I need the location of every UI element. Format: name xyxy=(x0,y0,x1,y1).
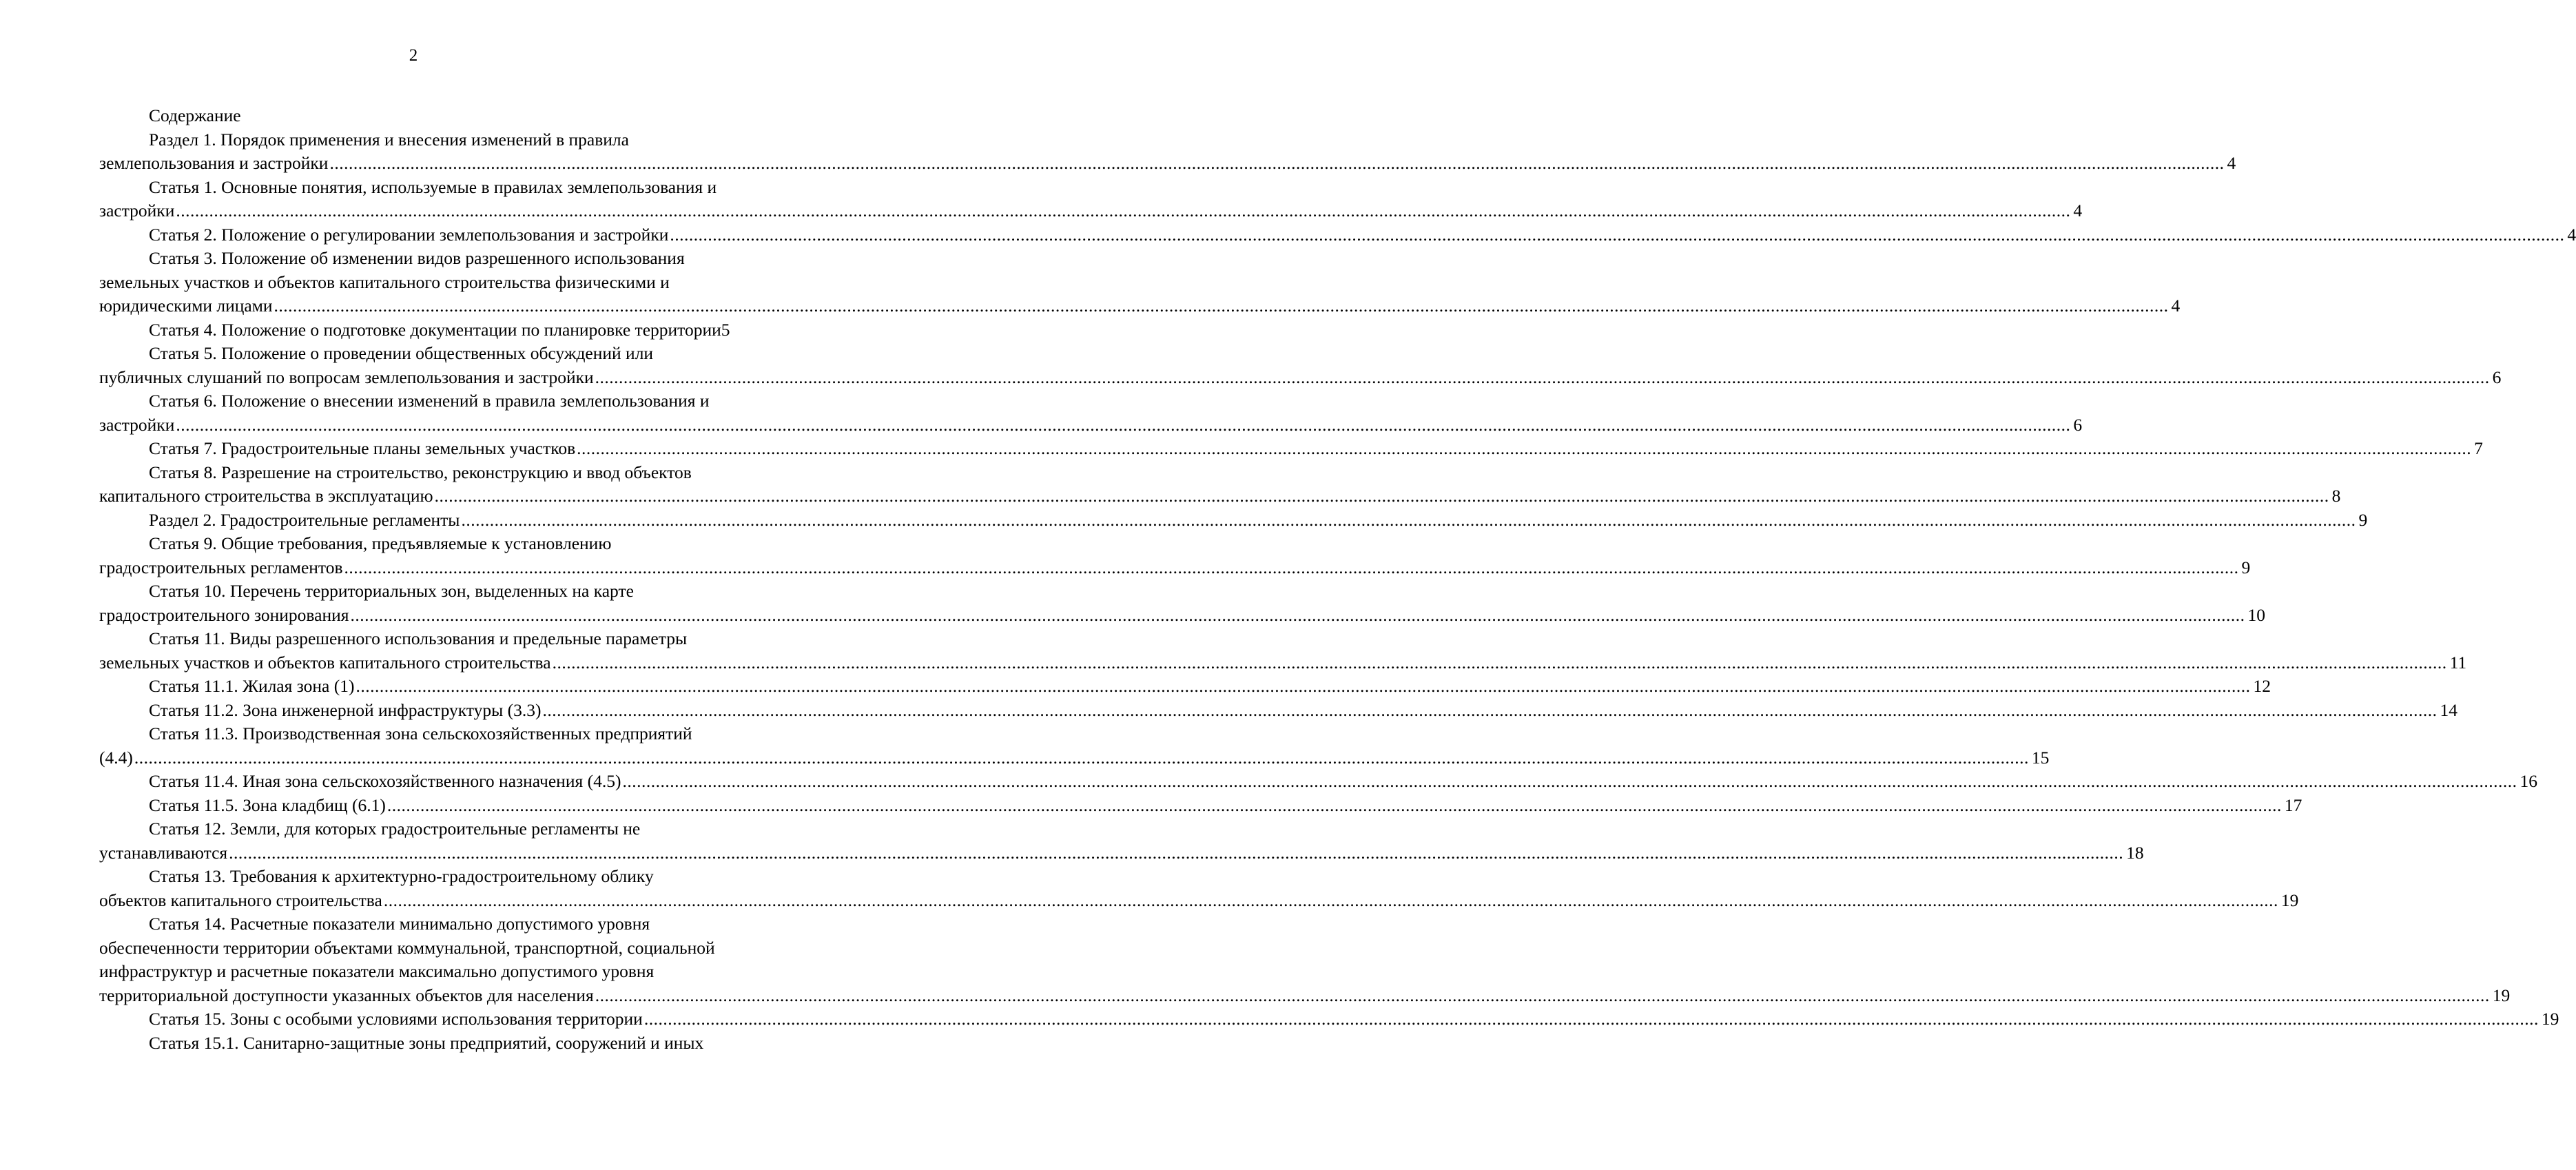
toc-leader-dots: ................................................................................................................................................................................................................................................................................................................................................................................................................ xyxy=(434,486,2329,506)
toc-entry-text: градостроительных регламентов xyxy=(99,557,343,577)
toc-entry[interactable] xyxy=(99,912,2511,1007)
toc-page-number: 17 xyxy=(2284,794,2302,815)
toc-entry-text: инфраструктур и расчетные показатели максимально допустимого уровня xyxy=(99,961,655,981)
toc-entry-text: Статья 7. Градостроительные планы земельных участков xyxy=(149,438,576,458)
toc-entry-lastline xyxy=(99,152,2236,176)
toc-entry-text: объектов капитального строительства xyxy=(99,890,382,910)
toc-leader-dots: ................................................................................................................................................................................................................................................................................................................................................................................................................ xyxy=(577,438,2472,458)
toc-entry[interactable] xyxy=(99,794,2302,818)
toc-page-number: 14 xyxy=(2440,699,2458,720)
toc-entry-text: Статья 1. Основные понятия, используемые в правилах землепользования и xyxy=(149,176,717,197)
toc-leader-dots: ................................................................................................................................................................................................................................................................................................................................................................................................................ xyxy=(552,652,2447,673)
toc-entry-text: Статья 9. Общие требования, предъявляемые к установлению xyxy=(149,533,612,553)
page-number: 2 xyxy=(409,46,418,65)
toc-entry-lastline xyxy=(99,1007,2559,1032)
toc-page-number: 5 xyxy=(721,319,730,340)
toc-entry-lastline xyxy=(99,984,2511,1008)
toc-entry-text: юридическими лицами xyxy=(99,296,273,316)
toc-page-number: 11 xyxy=(2449,652,2467,673)
toc-page-number: 15 xyxy=(2031,747,2050,768)
toc-entry-text: земельных участков и объектов капитального строительства физическими и xyxy=(99,271,670,292)
toc-entry[interactable] xyxy=(99,579,2265,627)
toc-entry-lastline xyxy=(99,223,2576,247)
toc-leader-dots: ................................................................................................................................................................................................................................................................................................................................................................................................................ xyxy=(229,842,2124,863)
toc-entry-text: Статья 3. Положение об изменении видов разрешенного использования xyxy=(149,248,685,268)
toc-page-number: 7 xyxy=(2474,438,2483,458)
toc-page-number: 6 xyxy=(2073,414,2083,435)
toc-entry-lastline xyxy=(99,294,2181,318)
toc-leader-dots: ................................................................................................................................................................................................................................................................................................................................................................................................................ xyxy=(622,771,2517,791)
toc-entry[interactable] xyxy=(99,223,2576,247)
toc-entry-lastline xyxy=(99,770,2537,794)
toc-entry-text: Статья 15.1. Санитарно-защитные зоны предприятий, сооружений и иных xyxy=(149,1032,704,1053)
toc-page-number: 19 xyxy=(2541,1009,2559,1029)
toc-heading: Содержание xyxy=(149,105,241,125)
toc-leader-dots: ................................................................................................................................................................................................................................................................................................................................................................................................................ xyxy=(643,1009,2539,1029)
toc-entry-text: застройки xyxy=(99,201,175,220)
toc-leader-dots: ................................................................................................................................................................................................................................................................................................................................................................................................................ xyxy=(329,153,2225,173)
toc-entry-text: земельных участков и объектов капитального строительства xyxy=(99,652,551,673)
toc-page-number: 18 xyxy=(2126,842,2144,863)
toc-entry[interactable] xyxy=(99,627,2467,675)
toc-page-number: 12 xyxy=(2253,676,2271,696)
toc-page-number: 4 xyxy=(2073,201,2083,220)
toc-entry[interactable] xyxy=(99,437,2483,461)
toc-leader-dots: ................................................................................................................................................................................................................................................................................................................................................................................................................ xyxy=(670,224,2565,245)
toc-entry[interactable] xyxy=(99,247,2181,318)
toc-entry-lastline xyxy=(99,746,2050,770)
toc-entry[interactable] xyxy=(99,342,2502,389)
toc-entry-text: землепользования и застройки xyxy=(99,153,329,173)
toc-entry-lastline xyxy=(99,509,2368,533)
toc-leader-dots: ................................................................................................................................................................................................................................................................................................................................................................................................................ xyxy=(344,557,2239,577)
toc-entry-text: Статья 11.4. Иная зона сельскохозяйственного назначения (4.5) xyxy=(149,771,621,791)
toc-entry-lastline xyxy=(99,413,2083,438)
toc-entry-text: Статья 5. Положение о проведении общественных обсуждений или xyxy=(149,343,654,363)
toc-page-number: 10 xyxy=(2247,604,2265,625)
toc-entry-text: Раздел 2. Градостроительные регламенты xyxy=(149,509,460,530)
toc-entry-text: Статья 2. Положение о регулировании землепользования и застройки xyxy=(149,224,669,245)
toc-entry-text: градостроительного зонирования xyxy=(99,604,349,625)
toc-entry[interactable] xyxy=(99,318,788,342)
toc-entry-text: Статья 11.2. Зона инженерной инфраструктуры (3.3) xyxy=(149,699,542,720)
toc-entry[interactable] xyxy=(99,128,2236,176)
toc-leader-dots: ................................................................................................................................................................................................................................................................................................................................................................................................................ xyxy=(461,509,2356,530)
toc-entry-lastline xyxy=(99,437,2483,461)
toc-entry[interactable] xyxy=(99,675,2271,699)
toc-page-number: 16 xyxy=(2520,771,2537,791)
toc-entry-text: публичных слушаний по вопросам землепользования и застройки xyxy=(99,367,594,387)
toc-entry-lastline xyxy=(99,199,2083,223)
toc-entry-lastline xyxy=(99,675,2271,699)
toc-entry-lastline xyxy=(99,366,2502,390)
toc-leader-dots: ................................................................................................................................................................................................................................................................................................................................................................................................................ xyxy=(383,890,2278,910)
toc-leader-dots: ................................................................................................................................................................................................................................................................................................................................................................................................................ xyxy=(350,604,2245,625)
toc-entry[interactable] xyxy=(99,461,2341,509)
toc-entry-lastline xyxy=(99,651,2467,675)
toc-page-number: 4 xyxy=(2227,153,2236,173)
toc-entry-lastline xyxy=(99,556,2251,580)
toc-leader-dots: ................................................................................................................................................................................................................................................................................................................................................................................................................ xyxy=(595,985,2490,1005)
toc-entry-text: Статья 14. Расчетные показатели минимально допустимого уровня xyxy=(149,914,650,934)
table-of-contents xyxy=(99,104,2576,1055)
toc-entry[interactable] xyxy=(99,1032,788,1056)
toc-entry-lastline xyxy=(99,889,2299,913)
toc-page-number: 4 xyxy=(2567,224,2576,245)
toc-page-number: 4 xyxy=(2171,296,2181,316)
toc-entry[interactable] xyxy=(99,532,2251,579)
toc-entry-lastline xyxy=(99,794,2302,818)
toc-page-number: 19 xyxy=(2280,890,2299,910)
toc-entry-text: Статья 11.5. Зона кладбищ (6.1) xyxy=(149,794,386,815)
toc-entry-text: Статья 11.3. Производственная зона сельскохозяйственных предприятий xyxy=(149,723,692,743)
toc-entry-text: обеспеченности территории объектами коммунальной, транспортной, социальной xyxy=(99,937,715,958)
toc-entry[interactable] xyxy=(99,389,2083,437)
toc-entry-text: Статья 13. Требования к архитектурно-градостроительному облику xyxy=(149,866,654,886)
toc-entry-text: Статья 8. Разрешение на строительство, реконструкцию и ввод объектов xyxy=(149,462,692,482)
toc-leader-dots: ................................................................................................................................................................................................................................................................................................................................................................................................................ xyxy=(595,367,2490,387)
toc-entry-text: Статья 11.1. Жилая зона (1) xyxy=(149,676,355,696)
toc-entry[interactable] xyxy=(99,176,2083,223)
toc-entry-text: Статья 15. Зоны с особыми условиями использования территории xyxy=(149,1009,643,1029)
toc-entry-text: Раздел 1. Порядок применения и внесения изменений в правила xyxy=(149,129,629,150)
toc-page-number: 9 xyxy=(2241,557,2251,577)
toc-entry-lastline xyxy=(99,841,2144,865)
toc-entry[interactable] xyxy=(99,722,2050,770)
toc-entry-text: Статья 4. Положение о подготовке документации по планировке территории xyxy=(149,319,721,340)
toc-entry[interactable] xyxy=(99,770,2537,794)
toc-entry[interactable] xyxy=(99,1007,2559,1032)
toc-entry-text: Статья 11. Виды разрешенного использования и предельные параметры xyxy=(149,628,688,648)
toc-leader-dots: ................................................................................................................................................................................................................................................................................................................................................................................................................ xyxy=(134,747,2029,768)
toc-entry-lastline xyxy=(99,604,2265,628)
toc-entry-text: (4.4) xyxy=(99,747,133,768)
toc-entry[interactable] xyxy=(99,865,2299,912)
toc-leader-dots: ................................................................................................................................................................................................................................................................................................................................................................................................................ xyxy=(176,201,2071,220)
toc-entry-text: Статья 10. Перечень территориальных зон, выделенных на карте xyxy=(149,581,634,601)
toc-entry-text: капитального строительства в эксплуатацию xyxy=(99,486,433,506)
toc-entry[interactable] xyxy=(99,817,2144,865)
toc-page-number: 6 xyxy=(2492,367,2502,387)
toc-leader-dots: ................................................................................................................................................................................................................................................................................................................................................................................................................ xyxy=(356,676,2251,696)
toc-leader-dots: ................................................................................................................................................................................................................................................................................................................................................................................................................ xyxy=(542,699,2438,720)
toc-leader-dots: ................................................................................................................................................................................................................................................................................................................................................................................................................ xyxy=(387,794,2282,815)
toc-leader-dots: ................................................................................................................................................................................................................................................................................................................................................................................................................ xyxy=(274,296,2169,316)
toc-entry-text: Статья 6. Положение о внесении изменений в правила землепользования и xyxy=(149,391,710,411)
toc-entry-text: Статья 12. Земли, для которых градостроительные регламенты не xyxy=(149,819,641,839)
toc-entry-text: застройки xyxy=(99,414,175,435)
toc-entry-lastline xyxy=(99,484,2341,509)
toc-entry-lastline xyxy=(99,699,2458,723)
toc-entry-lastline xyxy=(99,318,788,342)
toc-page-number: 8 xyxy=(2331,486,2341,506)
toc-entry[interactable] xyxy=(99,699,2458,723)
toc-page-number: 9 xyxy=(2358,509,2368,530)
toc-entry-text: устанавливаются xyxy=(99,842,228,863)
toc-entry[interactable] xyxy=(99,509,2368,533)
toc-page-number: 19 xyxy=(2492,985,2511,1005)
toc-leader-dots: ................................................................................................................................................................................................................................................................................................................................................................................................................ xyxy=(176,414,2071,435)
toc-entry-text: территориальной доступности указанных объектов для населения xyxy=(99,985,594,1005)
